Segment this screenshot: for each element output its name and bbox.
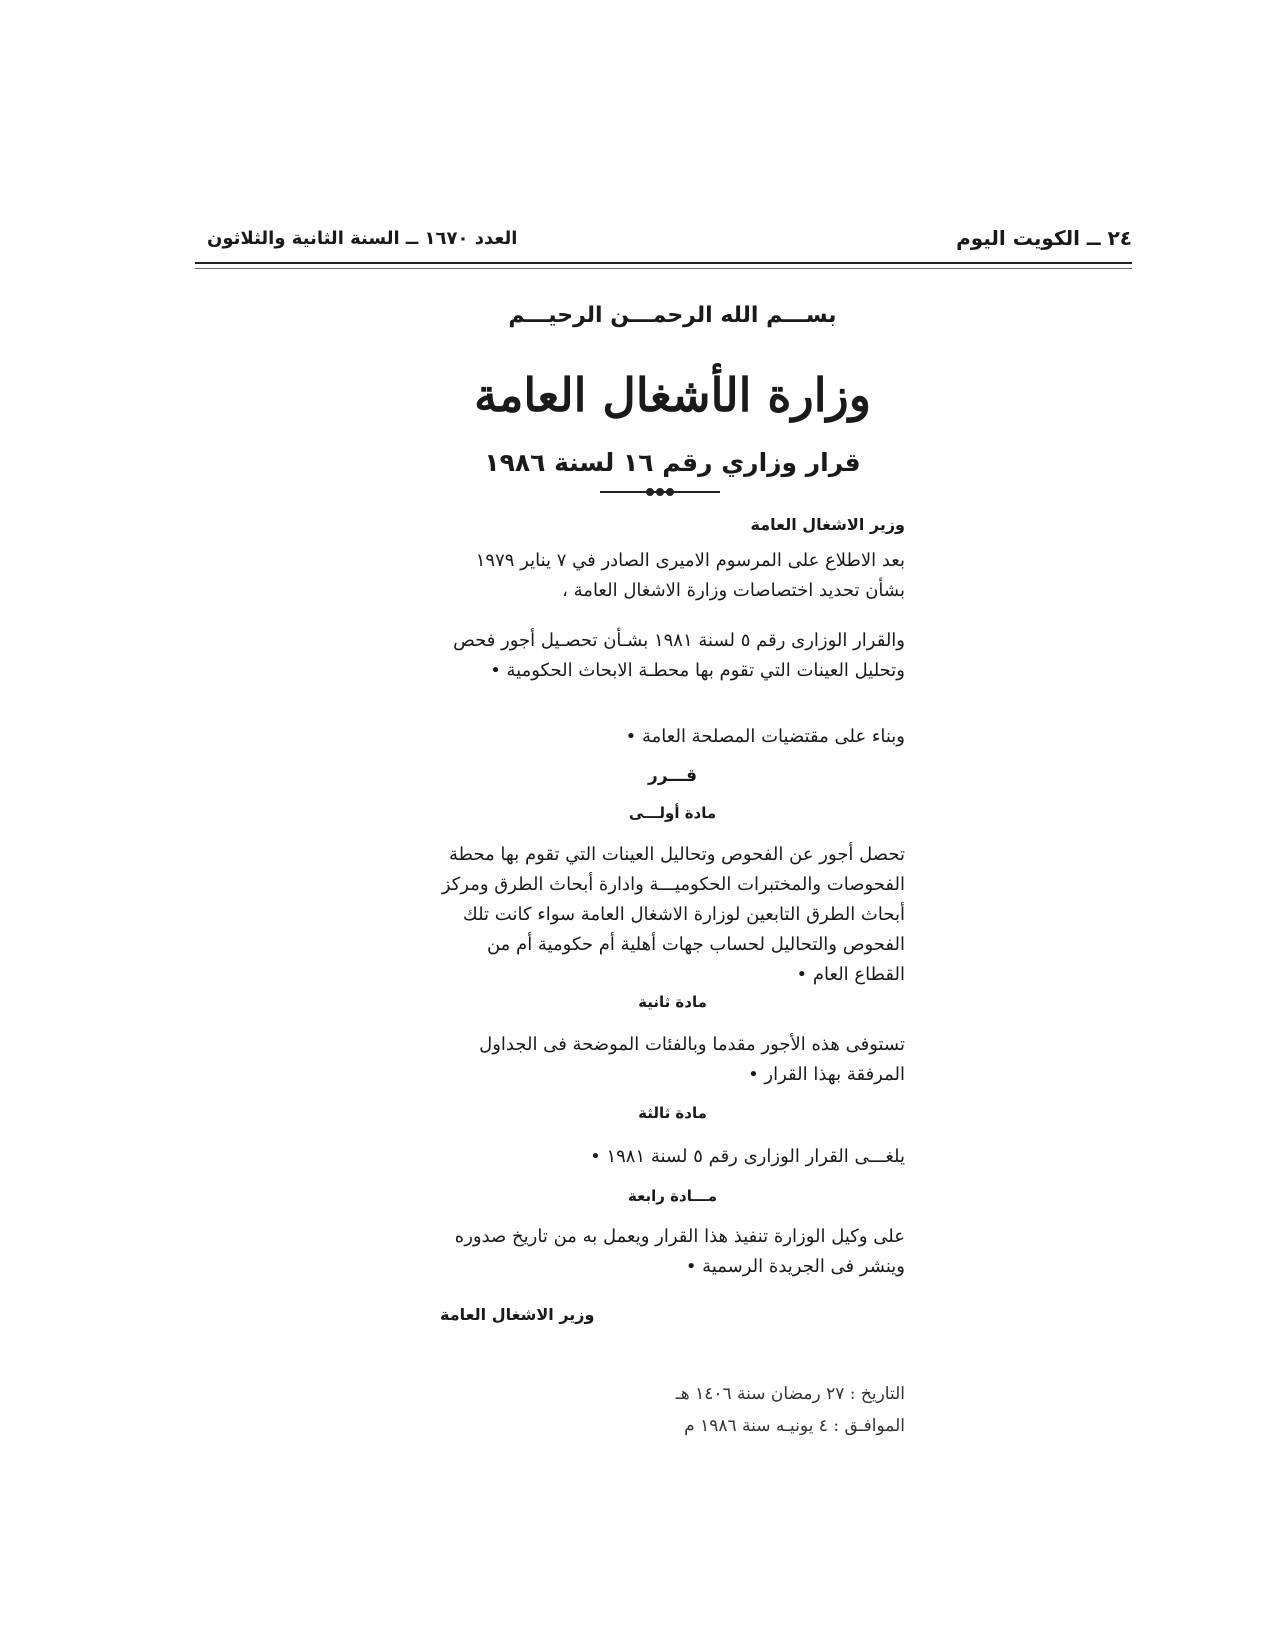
header-rule-thin (195, 268, 1132, 269)
issuer-heading: وزير الاشغال العامة (750, 515, 905, 534)
preamble-paragraph-3: وبناء على مقتضيات المصلحة العامة • (625, 726, 905, 747)
decided-heading: قـــرر (648, 766, 697, 786)
header-rule (195, 262, 1132, 264)
preamble-paragraph-1: بعد الاطلاع على المرسوم الاميرى الصادر في ٧ يناير ١٩٧٩ بشأن تحديد اختصاصات وزارة الاشغال العامة ، (475, 550, 905, 601)
article-2-heading: مادة ثانية (638, 993, 707, 1011)
date-hijri: التاريخ : ٢٧ رمضان سنة ١٤٠٦ هـ (675, 1384, 905, 1404)
article-3-text: يلغـــى القرار الوزارى رقم ٥ لسنة ١٩٨١ • (590, 1146, 905, 1167)
article-4-text: على وكيل الوزارة تنفيذ هذا القرار ويعمل به من تاريخ صدوره وينشر فى الجريدة الرسمية • (454, 1226, 905, 1277)
article-2-text: تستوفى هذه الأجور مقدما وبالفئات الموضحة فى الجداول المرفقة بهذا القرار • (479, 1034, 905, 1085)
ministry-title: وزارة الأشغال العامة (474, 368, 871, 422)
running-header (195, 228, 1132, 262)
preamble-paragraph-2: والقرار الوزارى رقم ٥ لسنة ١٩٨١ بشـأن تحصـيل أجور فحص وتحليل العينات التي تقوم بها محطـة الابحاث الحكومية • (453, 630, 905, 681)
page-number-and-title: ٢٤ ــ الكويت اليوم (956, 226, 1132, 250)
article-4-heading: مـــادة رابعة (627, 1187, 718, 1205)
article-1-text: تحصل أجور عن الفحوص وتحاليل العينات التي تقوم بها محطة الفحوصات والمختبرات الحكوميـــة وادارة أبحاث الطرق ومركز أبحاث الطرق التابعين لوزارة الاشغال العامة سواء كانت تلك الفحوص والتحاليل لحساب جهات أهلية أم حكومية أم من القطاع العام • (441, 844, 905, 985)
article-3-heading: مادة ثالثة (638, 1104, 707, 1122)
date-block (440, 1378, 905, 1442)
signature: وزير الاشغال العامة (440, 1305, 595, 1324)
article-1-heading: مادة أولـــى (628, 804, 717, 822)
title-ornament (600, 488, 720, 496)
issue-number: العدد ١٦٧٠ ــ السنة الثانية والثلاثون (207, 228, 518, 249)
decree-title: قرار وزاري رقم ١٦ لسنة ١٩٨٦ (484, 448, 861, 477)
date-gregorian: الموافـق : ٤ يونيـه سنة ١٩٨٦ م (684, 1416, 905, 1436)
basmala: بســـم الله الرحمـــن الرحيـــم (508, 303, 837, 328)
